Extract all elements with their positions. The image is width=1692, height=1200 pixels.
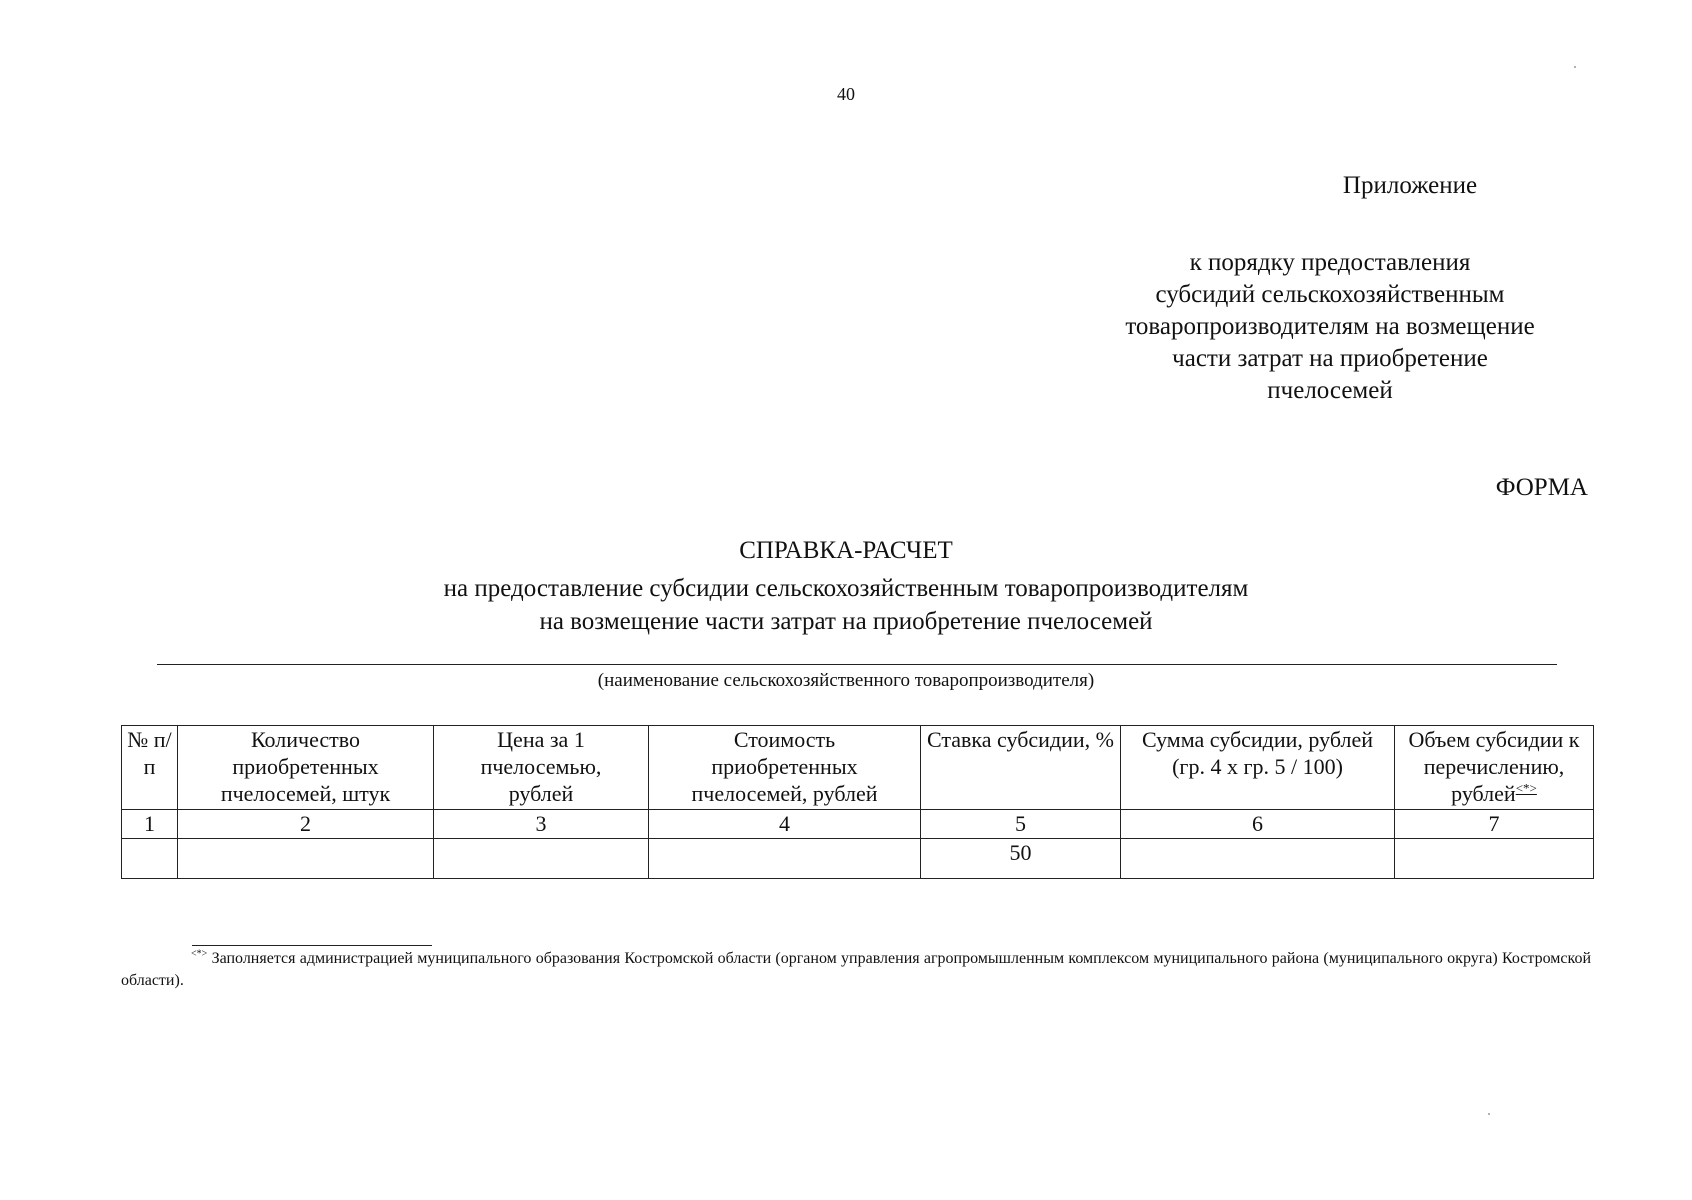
- header-cell-with-footnote: [1395, 726, 1594, 810]
- footnote-text: Заполняется администрацией муниципального образования Костромской области (органом управления агропромышленным комплексом муниципального района (муниципального округа) Костромской области).: [121, 950, 1592, 989]
- producer-name-field-line: [157, 664, 1557, 665]
- header-cell: Сумма субсидии, рублей (гр. 4 х гр. 5 / 100): [1121, 726, 1395, 810]
- data-cell[interactable]: [1121, 839, 1395, 879]
- column-number-cell: 1: [122, 810, 178, 839]
- footnote: [121, 948, 1591, 992]
- page-number: 40: [837, 84, 855, 104]
- document-title: СПРАВКА-РАСЧЕТ: [739, 537, 953, 564]
- data-cell[interactable]: [178, 839, 434, 879]
- appendix-line: товаропроизводителям на возмещение: [1125, 313, 1535, 340]
- footnote-separator: [192, 945, 432, 946]
- header-cell: Цена за 1 пчелосемью, рублей: [434, 726, 649, 810]
- column-number-cell: 5: [921, 810, 1121, 839]
- column-number-cell: 7: [1395, 810, 1594, 839]
- scan-speck: [1488, 1113, 1490, 1115]
- scan-speck: [1574, 66, 1576, 68]
- form-label: ФОРМА: [1495, 474, 1588, 501]
- header-cell: № п/п: [122, 726, 178, 810]
- document-subtitle: [0, 572, 1692, 638]
- header-cell-text: Объем субсидии к перечислению, рублей: [1408, 727, 1580, 806]
- column-number-cell: 3: [434, 810, 649, 839]
- appendix-line: субсидий сельскохозяйственным: [1155, 281, 1505, 308]
- column-number-row: [122, 810, 1594, 839]
- column-number-cell: 4: [649, 810, 921, 839]
- data-cell[interactable]: [434, 839, 649, 879]
- column-number-cell: 6: [1121, 810, 1395, 839]
- footnote-reference[interactable]: <*>: [1515, 780, 1537, 796]
- header-cell: Стоимость приобретенных пчелосемей, рублей: [649, 726, 921, 810]
- table-header-row: [122, 726, 1594, 810]
- data-cell[interactable]: [649, 839, 921, 879]
- appendix-text: [1080, 247, 1580, 407]
- data-cell[interactable]: [122, 839, 178, 879]
- subtitle-line: на предоставление субсидии сельскохозяйственным товаропроизводителям: [443, 575, 1249, 602]
- data-cell[interactable]: [1395, 839, 1594, 879]
- appendix-line: пчелосемей: [1267, 377, 1393, 404]
- appendix-title: Приложение: [1342, 172, 1478, 199]
- column-number-cell: 2: [178, 810, 434, 839]
- calculation-table: [121, 725, 1594, 879]
- appendix-line: части затрат на приобретение: [1172, 345, 1488, 372]
- subtitle-line: на возмещение части затрат на приобретение пчелосемей: [539, 608, 1153, 635]
- table-row: [122, 839, 1594, 879]
- header-cell: Ставка субсидии, %: [921, 726, 1121, 810]
- producer-name-caption: (наименование сельскохозяйственного товаропроизводителя): [597, 670, 1095, 691]
- footnote-mark: <*>: [191, 948, 208, 960]
- header-cell: Количество приобретенных пчелосемей, штук: [178, 726, 434, 810]
- appendix-line: к порядку предоставления: [1189, 249, 1471, 276]
- subsidy-rate-cell[interactable]: 50: [921, 839, 1121, 879]
